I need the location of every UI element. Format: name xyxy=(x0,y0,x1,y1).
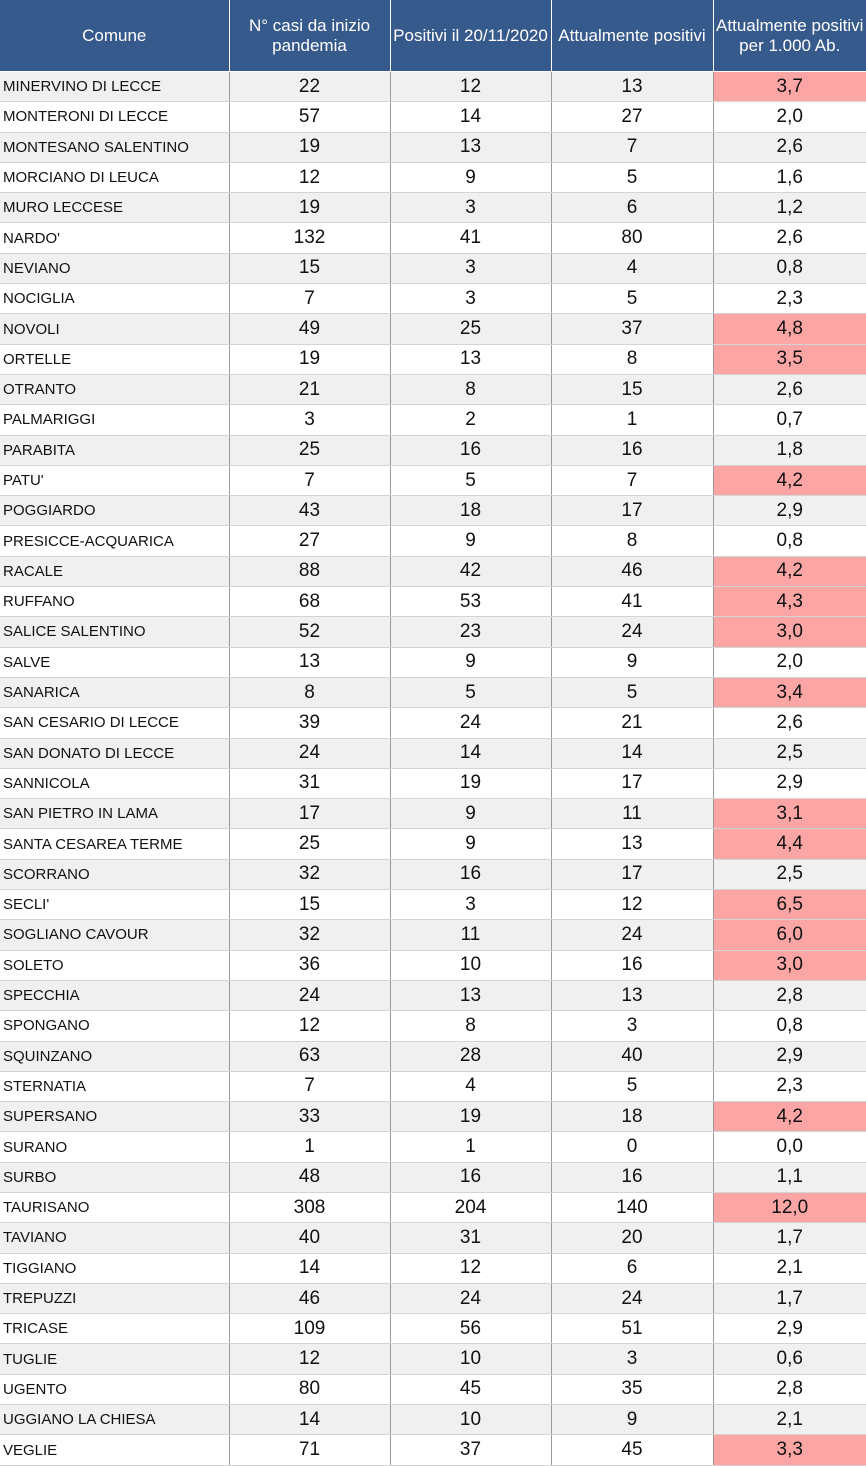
table-row xyxy=(0,1253,866,1283)
table-row xyxy=(0,72,866,102)
cell-attualmente-positivi: 4 xyxy=(551,253,713,283)
cell-positivi-per-1000: 12,0 xyxy=(713,1192,866,1222)
cell-attualmente-positivi: 0 xyxy=(551,1132,713,1162)
cell-comune: SANARICA xyxy=(0,677,229,707)
cell-comune: SOLETO xyxy=(0,950,229,980)
table-row xyxy=(0,738,866,768)
table-row xyxy=(0,1041,866,1071)
cell-comune: UGENTO xyxy=(0,1374,229,1404)
cell-positivi-per-1000: 6,5 xyxy=(713,890,866,920)
table-row xyxy=(0,1314,866,1344)
cell-casi-totali: 7 xyxy=(229,465,390,495)
table-row xyxy=(0,829,866,859)
cell-positivi-per-1000: 0,8 xyxy=(713,526,866,556)
cell-positivi-per-1000: 2,0 xyxy=(713,647,866,677)
cell-attualmente-positivi: 13 xyxy=(551,829,713,859)
table-body xyxy=(0,72,866,1466)
table-row xyxy=(0,980,866,1010)
cell-comune: POGGIARDO xyxy=(0,496,229,526)
table-row xyxy=(0,1223,866,1253)
cell-positivi-data: 13 xyxy=(390,132,551,162)
cell-casi-totali: 132 xyxy=(229,223,390,253)
cell-positivi-per-1000: 2,0 xyxy=(713,102,866,132)
cell-attualmente-positivi: 16 xyxy=(551,435,713,465)
cell-positivi-per-1000: 2,6 xyxy=(713,708,866,738)
cell-attualmente-positivi: 17 xyxy=(551,496,713,526)
table-row xyxy=(0,132,866,162)
cell-comune: PARABITA xyxy=(0,435,229,465)
cell-positivi-per-1000: 1,8 xyxy=(713,435,866,465)
cell-positivi-data: 13 xyxy=(390,980,551,1010)
cell-casi-totali: 13 xyxy=(229,647,390,677)
cell-casi-totali: 19 xyxy=(229,132,390,162)
cell-comune: VEGLIE xyxy=(0,1435,229,1465)
table-row xyxy=(0,708,866,738)
cell-casi-totali: 14 xyxy=(229,1405,390,1435)
cell-comune: MORCIANO DI LEUCA xyxy=(0,162,229,192)
cell-positivi-per-1000: 3,0 xyxy=(713,950,866,980)
cell-casi-totali: 25 xyxy=(229,829,390,859)
table-row xyxy=(0,1192,866,1222)
table-row xyxy=(0,223,866,253)
cell-attualmente-positivi: 18 xyxy=(551,1102,713,1132)
cell-comune: OTRANTO xyxy=(0,374,229,404)
cell-positivi-data: 37 xyxy=(390,1435,551,1465)
cell-comune: SAN PIETRO IN LAMA xyxy=(0,799,229,829)
cell-casi-totali: 52 xyxy=(229,617,390,647)
cell-positivi-data: 45 xyxy=(390,1374,551,1404)
table-row xyxy=(0,465,866,495)
cell-casi-totali: 33 xyxy=(229,1102,390,1132)
table-row xyxy=(0,162,866,192)
cell-attualmente-positivi: 24 xyxy=(551,617,713,647)
cell-positivi-data: 25 xyxy=(390,314,551,344)
cell-positivi-per-1000: 6,0 xyxy=(713,920,866,950)
table-row xyxy=(0,799,866,829)
cell-positivi-data: 19 xyxy=(390,768,551,798)
cell-positivi-per-1000: 1,2 xyxy=(713,193,866,223)
cell-casi-totali: 3 xyxy=(229,405,390,435)
table-row xyxy=(0,102,866,132)
table-row xyxy=(0,253,866,283)
cell-comune: TRICASE xyxy=(0,1314,229,1344)
cell-attualmente-positivi: 45 xyxy=(551,1435,713,1465)
cell-positivi-per-1000: 4,2 xyxy=(713,1102,866,1132)
cell-positivi-data: 8 xyxy=(390,1011,551,1041)
cell-positivi-per-1000: 3,5 xyxy=(713,344,866,374)
cell-attualmente-positivi: 27 xyxy=(551,102,713,132)
table-row xyxy=(0,647,866,677)
cell-comune: TAURISANO xyxy=(0,1192,229,1222)
cell-casi-totali: 109 xyxy=(229,1314,390,1344)
cell-comune: SAN DONATO DI LECCE xyxy=(0,738,229,768)
cell-positivi-data: 19 xyxy=(390,1102,551,1132)
cell-casi-totali: 1 xyxy=(229,1132,390,1162)
cell-comune: SQUINZANO xyxy=(0,1041,229,1071)
cell-attualmente-positivi: 7 xyxy=(551,465,713,495)
cell-casi-totali: 46 xyxy=(229,1283,390,1313)
table-row xyxy=(0,344,866,374)
cell-positivi-data: 10 xyxy=(390,950,551,980)
cell-attualmente-positivi: 5 xyxy=(551,1071,713,1101)
cell-attualmente-positivi: 8 xyxy=(551,344,713,374)
cell-comune: SAN CESARIO DI LECCE xyxy=(0,708,229,738)
cell-attualmente-positivi: 7 xyxy=(551,132,713,162)
cell-casi-totali: 36 xyxy=(229,950,390,980)
cell-positivi-data: 42 xyxy=(390,556,551,586)
cell-positivi-data: 5 xyxy=(390,677,551,707)
cell-attualmente-positivi: 3 xyxy=(551,1011,713,1041)
cell-casi-totali: 43 xyxy=(229,496,390,526)
header-casi-totali: N° casi da inizio pandemia xyxy=(229,0,390,72)
cell-casi-totali: 22 xyxy=(229,72,390,102)
table-row xyxy=(0,587,866,617)
cell-positivi-data: 5 xyxy=(390,465,551,495)
table-header xyxy=(0,0,866,72)
table-row xyxy=(0,1132,866,1162)
cell-positivi-per-1000: 0,8 xyxy=(713,1011,866,1041)
cell-attualmente-positivi: 46 xyxy=(551,556,713,586)
cell-casi-totali: 24 xyxy=(229,980,390,1010)
cell-casi-totali: 21 xyxy=(229,374,390,404)
table-row xyxy=(0,1283,866,1313)
header-attualmente-positivi: Attualmente positivi xyxy=(551,0,713,72)
cell-positivi-data: 12 xyxy=(390,72,551,102)
cell-casi-totali: 7 xyxy=(229,284,390,314)
cell-comune: PATU' xyxy=(0,465,229,495)
table-row xyxy=(0,890,866,920)
cell-positivi-data: 3 xyxy=(390,253,551,283)
cell-positivi-data: 28 xyxy=(390,1041,551,1071)
table-row xyxy=(0,1071,866,1101)
cell-comune: NARDO' xyxy=(0,223,229,253)
table-row xyxy=(0,435,866,465)
cell-positivi-per-1000: 2,6 xyxy=(713,132,866,162)
cell-casi-totali: 12 xyxy=(229,162,390,192)
cell-positivi-per-1000: 4,8 xyxy=(713,314,866,344)
cell-comune: ORTELLE xyxy=(0,344,229,374)
cell-positivi-data: 14 xyxy=(390,738,551,768)
cell-positivi-data: 10 xyxy=(390,1405,551,1435)
cell-comune: SURANO xyxy=(0,1132,229,1162)
cell-casi-totali: 32 xyxy=(229,920,390,950)
cell-positivi-per-1000: 3,4 xyxy=(713,677,866,707)
cell-positivi-per-1000: 1,6 xyxy=(713,162,866,192)
table-row xyxy=(0,1405,866,1435)
cell-positivi-per-1000: 2,5 xyxy=(713,859,866,889)
cell-casi-totali: 88 xyxy=(229,556,390,586)
cell-casi-totali: 57 xyxy=(229,102,390,132)
cell-attualmente-positivi: 24 xyxy=(551,920,713,950)
table-row xyxy=(0,617,866,647)
header-comune: Comune xyxy=(0,0,229,72)
cell-positivi-data: 9 xyxy=(390,829,551,859)
table-row xyxy=(0,920,866,950)
cell-comune: STERNATIA xyxy=(0,1071,229,1101)
cell-casi-totali: 49 xyxy=(229,314,390,344)
cell-casi-totali: 68 xyxy=(229,587,390,617)
cell-attualmente-positivi: 8 xyxy=(551,526,713,556)
cell-attualmente-positivi: 5 xyxy=(551,284,713,314)
header-positivi-data: Positivi il 20/11/2020 xyxy=(390,0,551,72)
cell-attualmente-positivi: 11 xyxy=(551,799,713,829)
cell-comune: SUPERSANO xyxy=(0,1102,229,1132)
cell-attualmente-positivi: 12 xyxy=(551,890,713,920)
cell-positivi-data: 16 xyxy=(390,435,551,465)
cell-comune: TIGGIANO xyxy=(0,1253,229,1283)
cell-comune: SOGLIANO CAVOUR xyxy=(0,920,229,950)
cell-positivi-per-1000: 2,9 xyxy=(713,768,866,798)
cell-positivi-data: 53 xyxy=(390,587,551,617)
cell-comune: SPECCHIA xyxy=(0,980,229,1010)
cell-casi-totali: 80 xyxy=(229,1374,390,1404)
cell-casi-totali: 8 xyxy=(229,677,390,707)
cell-comune: SURBO xyxy=(0,1162,229,1192)
cell-comune: SANNICOLA xyxy=(0,768,229,798)
cell-comune: MINERVINO DI LECCE xyxy=(0,72,229,102)
cell-comune: SECLI' xyxy=(0,890,229,920)
cell-positivi-per-1000: 2,8 xyxy=(713,980,866,1010)
cell-positivi-per-1000: 3,3 xyxy=(713,1435,866,1465)
cell-positivi-data: 56 xyxy=(390,1314,551,1344)
cell-positivi-per-1000: 0,6 xyxy=(713,1344,866,1374)
cell-positivi-data: 14 xyxy=(390,102,551,132)
cell-casi-totali: 14 xyxy=(229,1253,390,1283)
table-row xyxy=(0,1374,866,1404)
table-row xyxy=(0,284,866,314)
cell-comune: RACALE xyxy=(0,556,229,586)
cell-positivi-data: 3 xyxy=(390,193,551,223)
cell-attualmente-positivi: 1 xyxy=(551,405,713,435)
table-row xyxy=(0,1344,866,1374)
cell-positivi-per-1000: 1,7 xyxy=(713,1283,866,1313)
cell-attualmente-positivi: 6 xyxy=(551,1253,713,1283)
cell-attualmente-positivi: 3 xyxy=(551,1344,713,1374)
cell-positivi-data: 9 xyxy=(390,162,551,192)
cell-attualmente-positivi: 6 xyxy=(551,193,713,223)
table-row xyxy=(0,314,866,344)
table-row xyxy=(0,496,866,526)
cell-positivi-data: 10 xyxy=(390,1344,551,1374)
cell-positivi-per-1000: 0,0 xyxy=(713,1132,866,1162)
cell-casi-totali: 71 xyxy=(229,1435,390,1465)
cell-casi-totali: 39 xyxy=(229,708,390,738)
cell-positivi-per-1000: 4,3 xyxy=(713,587,866,617)
cell-casi-totali: 27 xyxy=(229,526,390,556)
table-row xyxy=(0,526,866,556)
cell-casi-totali: 48 xyxy=(229,1162,390,1192)
cell-casi-totali: 19 xyxy=(229,193,390,223)
cell-positivi-per-1000: 2,9 xyxy=(713,1041,866,1071)
cell-attualmente-positivi: 9 xyxy=(551,1405,713,1435)
table-row xyxy=(0,1162,866,1192)
cell-positivi-per-1000: 2,1 xyxy=(713,1405,866,1435)
cell-positivi-data: 31 xyxy=(390,1223,551,1253)
cell-attualmente-positivi: 13 xyxy=(551,72,713,102)
cell-comune: SALVE xyxy=(0,647,229,677)
cell-positivi-per-1000: 2,6 xyxy=(713,223,866,253)
cell-positivi-per-1000: 2,3 xyxy=(713,1071,866,1101)
cell-positivi-data: 9 xyxy=(390,526,551,556)
cell-positivi-per-1000: 2,8 xyxy=(713,1374,866,1404)
cell-positivi-data: 1 xyxy=(390,1132,551,1162)
table-row xyxy=(0,1435,866,1465)
cell-casi-totali: 308 xyxy=(229,1192,390,1222)
cell-attualmente-positivi: 5 xyxy=(551,162,713,192)
cell-positivi-per-1000: 3,7 xyxy=(713,72,866,102)
cell-positivi-data: 2 xyxy=(390,405,551,435)
cell-attualmente-positivi: 80 xyxy=(551,223,713,253)
cell-positivi-per-1000: 3,0 xyxy=(713,617,866,647)
table-row xyxy=(0,950,866,980)
cell-attualmente-positivi: 41 xyxy=(551,587,713,617)
cell-positivi-per-1000: 2,9 xyxy=(713,1314,866,1344)
cell-comune: TAVIANO xyxy=(0,1223,229,1253)
cell-positivi-per-1000: 4,4 xyxy=(713,829,866,859)
cell-comune: TREPUZZI xyxy=(0,1283,229,1313)
cell-positivi-data: 3 xyxy=(390,284,551,314)
cell-positivi-data: 204 xyxy=(390,1192,551,1222)
cell-attualmente-positivi: 20 xyxy=(551,1223,713,1253)
cell-positivi-data: 18 xyxy=(390,496,551,526)
cell-attualmente-positivi: 51 xyxy=(551,1314,713,1344)
cell-positivi-data: 8 xyxy=(390,374,551,404)
cell-attualmente-positivi: 5 xyxy=(551,677,713,707)
cell-comune: SCORRANO xyxy=(0,859,229,889)
cell-attualmente-positivi: 16 xyxy=(551,950,713,980)
cell-attualmente-positivi: 17 xyxy=(551,768,713,798)
cell-casi-totali: 32 xyxy=(229,859,390,889)
cell-positivi-per-1000: 0,7 xyxy=(713,405,866,435)
cell-comune: MONTERONI DI LECCE xyxy=(0,102,229,132)
cell-attualmente-positivi: 35 xyxy=(551,1374,713,1404)
cell-attualmente-positivi: 21 xyxy=(551,708,713,738)
cell-positivi-data: 4 xyxy=(390,1071,551,1101)
cell-attualmente-positivi: 15 xyxy=(551,374,713,404)
table-row xyxy=(0,768,866,798)
cell-positivi-per-1000: 2,9 xyxy=(713,496,866,526)
cell-positivi-data: 24 xyxy=(390,1283,551,1313)
cell-positivi-per-1000: 4,2 xyxy=(713,465,866,495)
cell-comune: RUFFANO xyxy=(0,587,229,617)
cell-positivi-per-1000: 2,5 xyxy=(713,738,866,768)
header-row xyxy=(0,0,866,72)
cell-casi-totali: 19 xyxy=(229,344,390,374)
cell-comune: SANTA CESAREA TERME xyxy=(0,829,229,859)
cell-casi-totali: 24 xyxy=(229,738,390,768)
cell-casi-totali: 7 xyxy=(229,1071,390,1101)
cell-positivi-data: 23 xyxy=(390,617,551,647)
cell-positivi-data: 41 xyxy=(390,223,551,253)
cell-comune: NOCIGLIA xyxy=(0,284,229,314)
cell-casi-totali: 40 xyxy=(229,1223,390,1253)
cell-casi-totali: 15 xyxy=(229,890,390,920)
table-row xyxy=(0,1011,866,1041)
cell-casi-totali: 17 xyxy=(229,799,390,829)
table-row xyxy=(0,556,866,586)
cell-positivi-per-1000: 1,1 xyxy=(713,1162,866,1192)
cell-attualmente-positivi: 16 xyxy=(551,1162,713,1192)
cell-positivi-data: 16 xyxy=(390,1162,551,1192)
cell-positivi-data: 11 xyxy=(390,920,551,950)
cell-positivi-data: 9 xyxy=(390,799,551,829)
cell-casi-totali: 12 xyxy=(229,1344,390,1374)
cell-attualmente-positivi: 40 xyxy=(551,1041,713,1071)
cell-attualmente-positivi: 17 xyxy=(551,859,713,889)
cell-positivi-per-1000: 2,1 xyxy=(713,1253,866,1283)
table-row xyxy=(0,193,866,223)
cell-casi-totali: 25 xyxy=(229,435,390,465)
cell-attualmente-positivi: 14 xyxy=(551,738,713,768)
cell-comune: MONTESANO SALENTINO xyxy=(0,132,229,162)
cell-positivi-data: 13 xyxy=(390,344,551,374)
cell-positivi-per-1000: 3,1 xyxy=(713,799,866,829)
cell-casi-totali: 12 xyxy=(229,1011,390,1041)
cell-attualmente-positivi: 24 xyxy=(551,1283,713,1313)
cell-positivi-per-1000: 2,3 xyxy=(713,284,866,314)
cell-comune: PALMARIGGI xyxy=(0,405,229,435)
cell-attualmente-positivi: 13 xyxy=(551,980,713,1010)
cell-casi-totali: 31 xyxy=(229,768,390,798)
cell-comune: SPONGANO xyxy=(0,1011,229,1041)
cell-positivi-per-1000: 4,2 xyxy=(713,556,866,586)
cell-comune: TUGLIE xyxy=(0,1344,229,1374)
table-row xyxy=(0,677,866,707)
cell-attualmente-positivi: 140 xyxy=(551,1192,713,1222)
cell-comune: MURO LECCESE xyxy=(0,193,229,223)
cell-comune: PRESICCE-ACQUARICA xyxy=(0,526,229,556)
table-row xyxy=(0,859,866,889)
cell-attualmente-positivi: 9 xyxy=(551,647,713,677)
cell-comune: UGGIANO LA CHIESA xyxy=(0,1405,229,1435)
header-positivi-per-1000: Attualmente positivi per 1.000 Ab. xyxy=(713,0,866,72)
cell-comune: NEVIANO xyxy=(0,253,229,283)
cell-casi-totali: 63 xyxy=(229,1041,390,1071)
cell-positivi-per-1000: 2,6 xyxy=(713,374,866,404)
cell-positivi-data: 3 xyxy=(390,890,551,920)
cell-positivi-data: 16 xyxy=(390,859,551,889)
cell-positivi-per-1000: 1,7 xyxy=(713,1223,866,1253)
table-row xyxy=(0,1102,866,1132)
cell-positivi-data: 9 xyxy=(390,647,551,677)
cell-attualmente-positivi: 37 xyxy=(551,314,713,344)
cell-comune: NOVOLI xyxy=(0,314,229,344)
cell-positivi-per-1000: 0,8 xyxy=(713,253,866,283)
cell-comune: SALICE SALENTINO xyxy=(0,617,229,647)
table-row xyxy=(0,374,866,404)
cell-positivi-data: 24 xyxy=(390,708,551,738)
cell-casi-totali: 15 xyxy=(229,253,390,283)
cell-positivi-data: 12 xyxy=(390,1253,551,1283)
table-row xyxy=(0,405,866,435)
